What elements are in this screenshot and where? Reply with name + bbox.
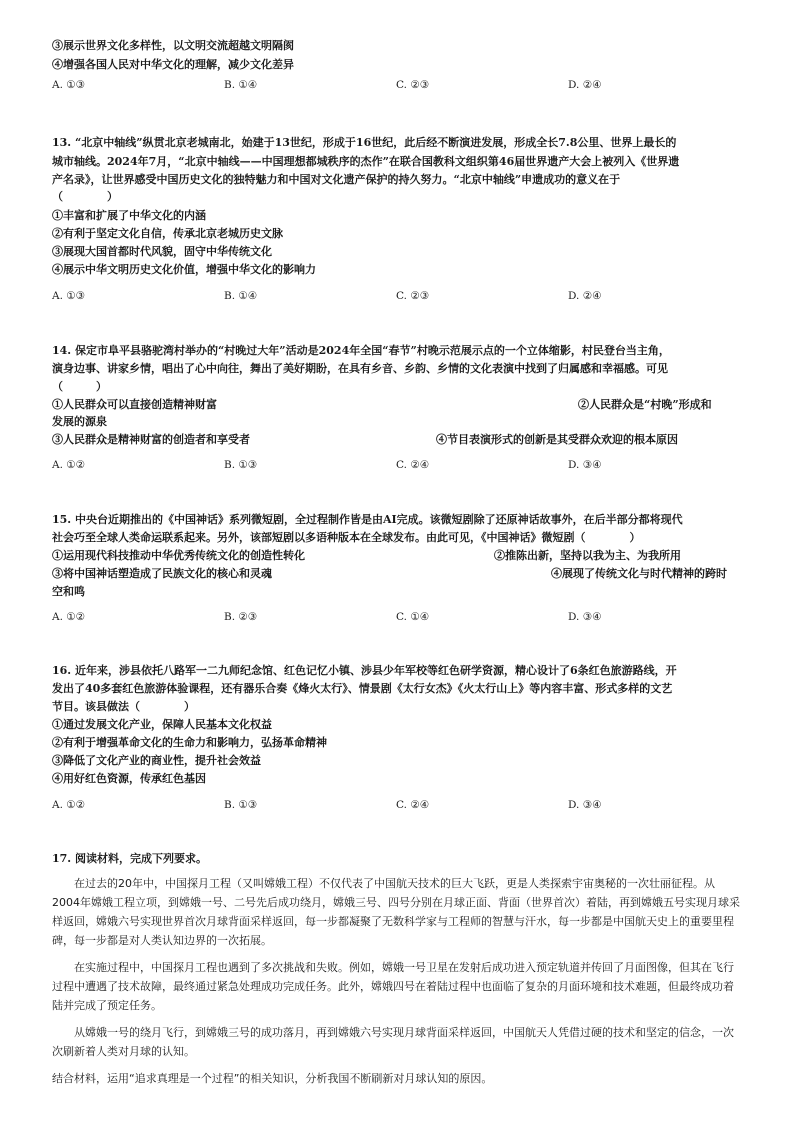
q15-stem-line-2: 社会巧至全球人类命运联系起来。另外，该部短剧以多语种版本在全球发布。由此可见，《中国神话》微短剧（ ） [52, 531, 641, 544]
q17-material [52, 874, 742, 1088]
q12-item-3: ③展示世界文化多样性，以文明交流超越文明隔阂 [52, 39, 294, 52]
q12-item-4: ④增强各国人民对中华文化的理解，减少文化差异 [52, 58, 294, 71]
q14-option-a[interactable]: A. ①② [52, 459, 86, 471]
q14-item-2-line-2: 发展的源泉 [52, 415, 107, 428]
q13-option-b[interactable]: B. ①④ [224, 290, 258, 302]
q12-option-a[interactable]: A. ①③ [52, 79, 86, 91]
q17-question: 结合材料，运用“追求真理是一个过程”的相关知识，分析我国不断刷新对月球认知的原因。 [52, 1072, 493, 1085]
q12-option-d[interactable]: D. ②④ [568, 79, 602, 91]
q15-option-d[interactable]: D. ③④ [568, 611, 602, 623]
q17-paragraph-3: 从嫦娥一号的绕月飞行，到嫦娥三号的成功落月，再到嫦娥六号实现月球背面采样返回，中国航天人凭借过硬的技术和坚定的信念，一次次刷新着人类对月球的认知。 [52, 1026, 734, 1058]
q13-item-1: ①丰富和扩展了中华文化的内涵 [52, 209, 206, 222]
q15-item-3: ③将中国神话塑造成了民族文化的核心和灵魂 [52, 567, 272, 580]
q16-option-b[interactable]: B. ①③ [224, 799, 258, 811]
q17-title: 17. 阅读材料，完成下列要求。 [52, 852, 207, 865]
q16-option-a[interactable]: A. ①② [52, 799, 86, 811]
q13-stem-line-1: 13. “北京中轴线”纵贯北京老城南北，始建于13世纪，形成于16世纪，此后经不断演进发展，形成全长7.8公里、世界上最长的 [52, 136, 677, 149]
q13-stem-line-3: 产名录》，让世界感受中国历史文化的独特魅力和中国对文化遗产保护的持久努力。“北京中轴线”申遗成功的意义在于 [52, 173, 621, 186]
q13-answer-paren: （ ） [52, 190, 118, 203]
q13-item-3: ③展现大国首都时代风貌，固守中华传统文化 [52, 245, 272, 258]
q14-answer-paren: （ ） [52, 380, 107, 393]
q15-item-1: ①运用现代科技推动中华优秀传统文化的创造性转化 [52, 549, 305, 562]
q16-option-c[interactable]: C. ②④ [396, 799, 430, 811]
q17-paragraph-1: 在过去的20年中，中国探月工程（又叫嫦娥工程）不仅代表了中国航天技术的巨大飞跃，更是人类探索宇宙奥秘的一次壮丽征程。从2004年嫦娥工程立项，到嫦娥一号、二号先后成功绕月，嫦娥三号、四号分别在月球正面、背面（世界首次）着陆，再到嫦娥五号实现月球采样返回，嫦娥六号实现世界首次月球背面采样返回，每一步都凝聚了无数科学家与工程师的智慧与汗水，每一步都是中国航天史上的重要里程碑，每一步都是对人类认知边界的一次拓展。 [52, 877, 740, 947]
q15-option-b[interactable]: B. ②③ [224, 611, 258, 623]
q15-option-c[interactable]: C. ①④ [396, 611, 430, 623]
q14-stem-line-2: 演身边事、讲家乡情，唱出了心中向往，舞出了美好期盼，在具有乡音、乡韵、乡情的文化表演中找到了归属感和幸福感。可见 [52, 362, 668, 375]
q14-item-1: ①人民群众可以直接创造精神财富 [52, 398, 217, 411]
q16-item-1: ①通过发展文化产业，保障人民基本文化权益 [52, 718, 272, 731]
q14-item-2-line-1: ②人民群众是“村晚”形成和 [578, 398, 712, 411]
q12-option-c[interactable]: C. ②③ [396, 79, 430, 91]
q15-stem-line-1: 15. 中央台近期推出的《中国神话》系列微短剧，全过程制作皆是由AI完成。该微短剧除了还原神话故事外，在后半部分都将现代 [52, 513, 683, 526]
q13-item-2: ②有利于坚定文化自信，传承北京老城历史文脉 [52, 227, 283, 240]
q17-paragraph-2: 在实施过程中，中国探月工程也遇到了多次挑战和失败。例如，嫦娥一号卫星在发射后成功进入预定轨道并传回了月面图像，但其在飞行过程中遭遇了技术故障，最终通过紧急处理成功完成任务。此外，嫦娥四号在着陆过程中也面临了复杂的月面环境和技术难题，但最终成功着陆并完成了预定任务。 [52, 961, 734, 1012]
q12-option-b[interactable]: B. ①④ [224, 79, 258, 91]
q16-stem-line-3: 节目。该县做法（ ） [52, 700, 195, 713]
q16-item-2: ②有利于增强革命文化的生命力和影响力，弘扬革命精神 [52, 736, 327, 749]
q16-stem-line-1: 16. 近年来，涉县依托八路军一二九师纪念馆、红色记忆小镇、涉县少年军校等红色研学资源，精心设计了6条红色旅游路线，开 [52, 664, 677, 677]
q15-item-4-line-2: 空和鸣 [52, 585, 85, 598]
q13-item-4: ④展示中华文明历史文化价值，增强中华文化的影响力 [52, 263, 316, 276]
q15-option-a[interactable]: A. ①② [52, 611, 86, 623]
q13-option-c[interactable]: C. ②③ [396, 290, 430, 302]
q14-option-c[interactable]: C. ②④ [396, 459, 430, 471]
q13-option-a[interactable]: A. ①③ [52, 290, 86, 302]
q15-item-2: ②推陈出新，坚持以我为主、为我所用 [494, 549, 681, 562]
q13-option-d[interactable]: D. ②④ [568, 290, 602, 302]
q16-item-4: ④用好红色资源，传承红色基因 [52, 772, 206, 785]
q14-item-4: ④节目表演形式的创新是其受群众欢迎的根本原因 [436, 433, 678, 446]
q15-item-4-line-1: ④展现了传统文化与时代精神的跨时 [551, 567, 727, 580]
q14-option-d[interactable]: D. ③④ [568, 459, 602, 471]
q14-option-b[interactable]: B. ①③ [224, 459, 258, 471]
q14-item-3: ③人民群众是精神财富的创造者和享受者 [52, 433, 250, 446]
q16-item-3: ③降低了文化产业的商业性，提升社会效益 [52, 754, 261, 767]
q16-option-d[interactable]: D. ③④ [568, 799, 602, 811]
q16-stem-line-2: 发出了40多套红色旅游体验课程，还有器乐合奏《烽火太行》、情景剧《太行女杰》《火太行山上》等内容丰富、形式多样的文艺 [52, 682, 673, 695]
q13-stem-line-2: 城市轴线。2024年7月，“北京中轴线——中国理想都城秩序的杰作”在联合国教科文组织第46届世界遗产大会上被列入《世界遗 [52, 155, 680, 168]
q14-stem-line-1: 14. 保定市阜平县骆驼湾村举办的“村晚过大年”活动是2024年全国“春节”村晚示范展示点的一个立体缩影，村民登台当主角， [52, 344, 670, 357]
